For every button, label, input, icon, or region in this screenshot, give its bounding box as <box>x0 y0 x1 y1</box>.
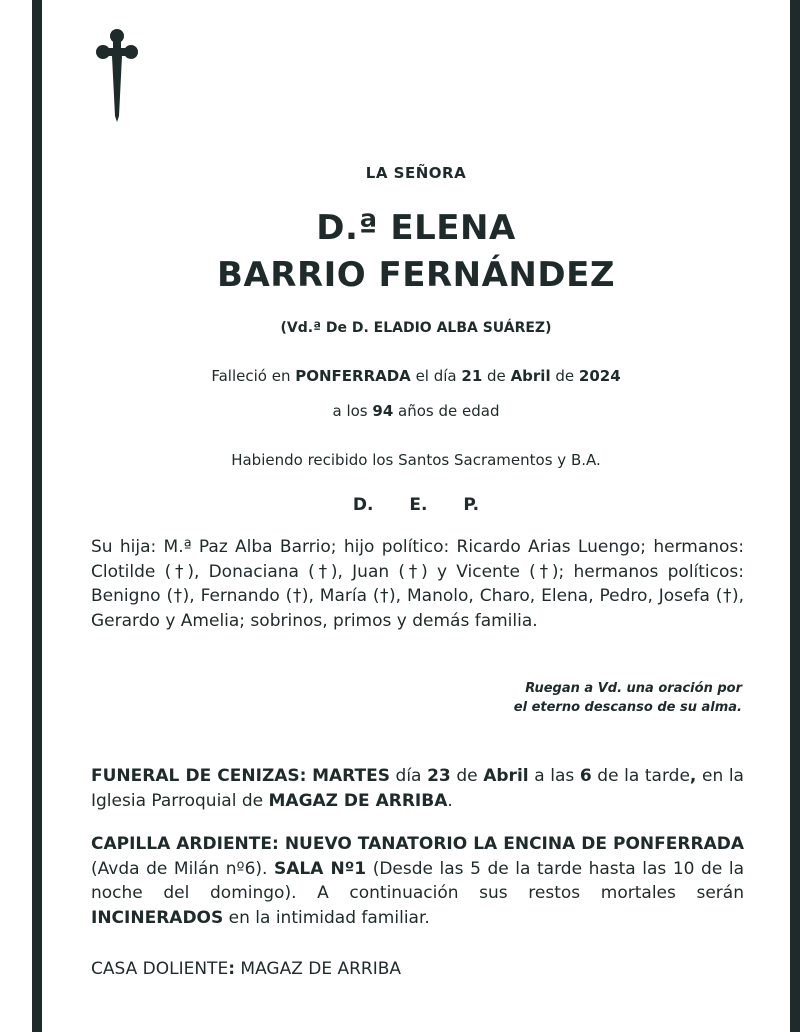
rip-label: D. E. P. <box>352 495 480 515</box>
deceased-name-line1: D.ª ELENA <box>316 208 516 248</box>
age-line: a los 94 años de edad <box>332 402 500 420</box>
death-notice: Falleció en PONFERRADA el día 21 de Abril de 2024 <box>211 367 621 385</box>
right-border <box>790 0 800 1032</box>
cross-icon <box>95 28 139 124</box>
mourning-house: CASA DOLIENTE: MAGAZ DE ARRIBA <box>91 959 402 979</box>
widow-of: (Vd.ª De D. ELADIO ALBA SUÁREZ) <box>280 320 552 336</box>
funeral-paragraph: FUNERAL DE CENIZAS: MARTES día 23 de Abril a las 6 de la tarde, en la Iglesia Parroquial de MAGAZ DE ARRIBA. <box>91 766 744 811</box>
prayer-line-1: Ruegan a Vd. una oración por <box>525 681 742 696</box>
family-paragraph: Su hija: M.ª Paz Alba Barrio; hijo político: Ricardo Arias Luengo; hermanos: Clotilde (†), Donaciana (†), Juan (†) y Vicente (†); hermanos políticos: Benigno (†), Fernando (†), María (†), Manolo, Charo, Elena, Pedro, Josefa (†), Gerardo y Amelia; sobrinos, primos y demás familia. <box>91 537 744 631</box>
intro-label: LA SEÑORA <box>365 164 467 182</box>
chapel-paragraph: CAPILLA ARDIENTE: NUEVO TANATORIO LA ENCINA DE PONFERRADA (Avda de Milán nº6). SALA Nº1 (Desde las 5 de la tarde hasta las 10 de la noche del domingo). A continuación sus restos mortales serán INCINERADOS en la intimidad familiar. <box>91 834 745 928</box>
prayer-line-2: el eterno descanso de su alma. <box>513 700 742 715</box>
sacraments-line: Habiendo recibido los Santos Sacramentos y B.A. <box>231 451 601 469</box>
left-border <box>32 0 42 1032</box>
prayer-request <box>514 679 742 717</box>
deceased-name-line2: BARRIO FERNÁNDEZ <box>217 255 615 295</box>
